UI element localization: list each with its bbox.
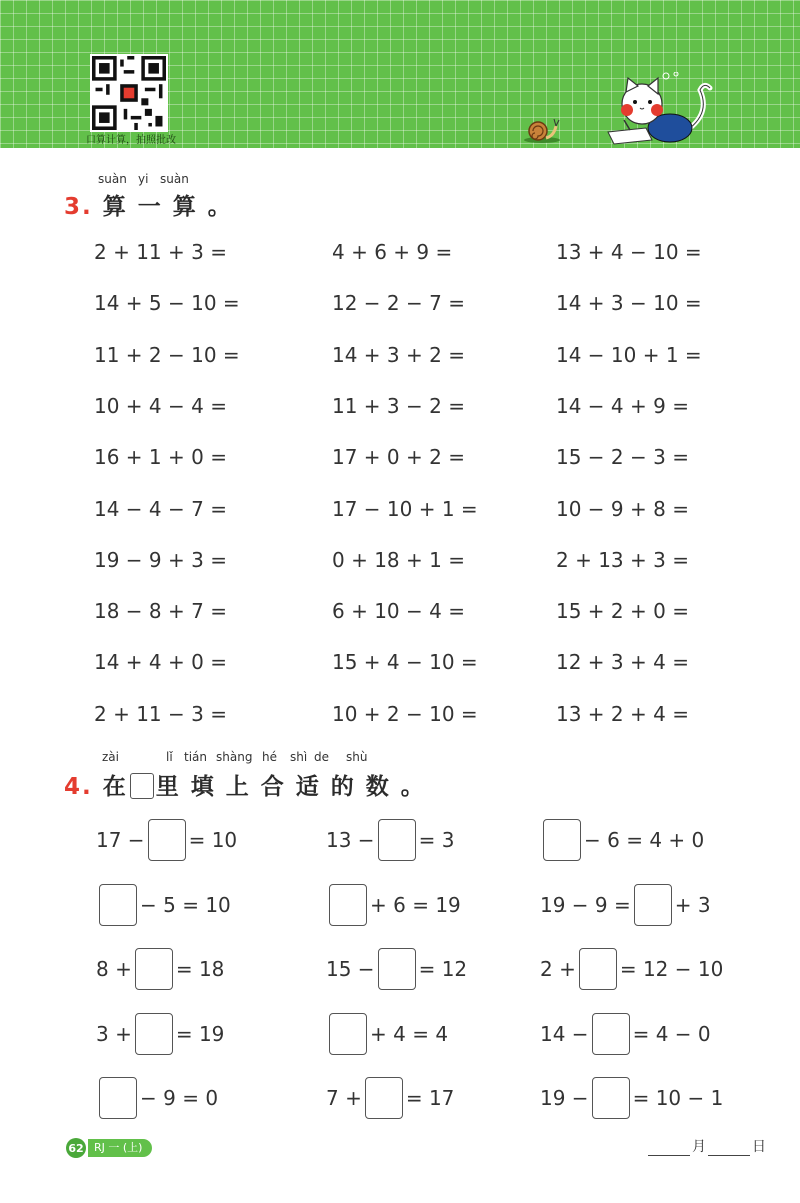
answer-box[interactable] xyxy=(99,884,137,926)
answer-box[interactable] xyxy=(592,1077,630,1119)
fill-in-problem xyxy=(326,948,467,990)
edition-label: RJ 一 (上) xyxy=(88,1139,152,1157)
problem-suffix: = 17 xyxy=(405,1086,455,1110)
problem-prefix: 14 − xyxy=(540,1022,589,1046)
arithmetic-problem: 15 − 2 − 3 = xyxy=(556,445,689,469)
problem-suffix: = 19 xyxy=(175,1022,225,1046)
section3-title xyxy=(64,188,233,221)
arithmetic-problem: 12 + 3 + 4 = xyxy=(556,650,689,674)
arithmetic-problem: 14 + 5 − 10 = xyxy=(94,291,240,315)
answer-box[interactable] xyxy=(99,1077,137,1119)
problem-prefix: 13 − xyxy=(326,828,375,852)
arithmetic-problem: 14 + 4 + 0 = xyxy=(94,650,227,674)
arithmetic-problem: 14 − 10 + 1 = xyxy=(556,343,702,367)
arithmetic-problem: 0 + 18 + 1 = xyxy=(332,548,465,572)
arithmetic-problem: 14 + 3 + 2 = xyxy=(332,343,465,367)
arithmetic-problem: 14 + 3 − 10 = xyxy=(556,291,702,315)
problem-prefix: 19 − xyxy=(540,1086,589,1110)
section3-number: 3. xyxy=(64,194,93,220)
problem-prefix: 15 − xyxy=(326,957,375,981)
pinyin-li: lǐ xyxy=(166,750,173,764)
answer-box[interactable] xyxy=(592,1013,630,1055)
pinyin-shu: shù xyxy=(346,750,368,764)
section4-title-pre: 在 xyxy=(102,774,128,800)
arithmetic-problem: 18 − 8 + 7 = xyxy=(94,599,227,623)
arithmetic-problem: 10 + 4 − 4 = xyxy=(94,394,227,418)
problem-suffix: = 3 xyxy=(418,828,455,852)
day-input[interactable] xyxy=(708,1141,750,1156)
fill-in-problem xyxy=(96,884,231,926)
arithmetic-problem: 10 + 2 − 10 = xyxy=(332,702,478,726)
fill-in-problem xyxy=(326,1077,454,1119)
pinyin-shi: shì xyxy=(290,750,308,764)
arithmetic-problem: 19 − 9 + 3 = xyxy=(94,548,227,572)
problem-prefix: 8 + xyxy=(96,957,132,981)
section4-title-post: 里 填 上 合 适 的 数 。 xyxy=(155,774,426,800)
problem-suffix: = 4 − 0 xyxy=(632,1022,711,1046)
cat-mascot-icon xyxy=(600,72,720,146)
pinyin-yi: yi xyxy=(138,172,149,186)
page-indicator xyxy=(66,1138,152,1158)
fill-in-problem xyxy=(96,819,237,861)
pinyin-tian: tián xyxy=(184,750,207,764)
fill-in-problem xyxy=(326,884,461,926)
problem-suffix: = 12 xyxy=(418,957,468,981)
day-label: 日 xyxy=(752,1139,766,1155)
answer-box[interactable] xyxy=(135,1013,173,1055)
answer-box[interactable] xyxy=(579,948,617,990)
answer-box[interactable] xyxy=(365,1077,403,1119)
answer-box[interactable] xyxy=(378,948,416,990)
date-field xyxy=(646,1136,766,1156)
arithmetic-problem: 12 − 2 − 7 = xyxy=(332,291,465,315)
header-banner xyxy=(0,0,800,148)
arithmetic-problem: 17 + 0 + 2 = xyxy=(332,445,465,469)
arithmetic-problem: 10 − 9 + 8 = xyxy=(556,497,689,521)
fill-in-problem xyxy=(540,948,723,990)
page-number: 62 xyxy=(66,1138,86,1158)
problem-prefix: 2 + xyxy=(540,957,576,981)
problem-suffix: = 10 xyxy=(188,828,238,852)
pinyin-suan-1: suàn xyxy=(98,172,127,186)
arithmetic-problem: 16 + 1 + 0 = xyxy=(94,445,227,469)
fill-in-problem xyxy=(96,948,224,990)
arithmetic-problem: 2 + 11 − 3 = xyxy=(94,702,227,726)
fill-in-problem xyxy=(326,819,454,861)
fill-in-problem xyxy=(540,819,704,861)
fill-in-problem xyxy=(326,1013,448,1055)
arithmetic-problem: 15 + 4 − 10 = xyxy=(332,650,478,674)
section4-title xyxy=(64,768,426,801)
pinyin-zai: zài xyxy=(102,750,119,764)
fill-in-problem xyxy=(96,1013,224,1055)
snail-icon xyxy=(522,116,562,144)
problem-suffix: = 18 xyxy=(175,957,225,981)
answer-box[interactable] xyxy=(135,948,173,990)
month-input[interactable] xyxy=(648,1141,690,1156)
arithmetic-problem: 14 − 4 − 7 = xyxy=(94,497,227,521)
month-label: 月 xyxy=(692,1139,706,1155)
arithmetic-problem: 15 + 2 + 0 = xyxy=(556,599,689,623)
problem-suffix: = 10 − 1 xyxy=(632,1086,724,1110)
answer-box[interactable] xyxy=(634,884,672,926)
problem-prefix: 3 + xyxy=(96,1022,132,1046)
pinyin-de: de xyxy=(314,750,329,764)
problem-prefix: 19 − 9 = xyxy=(540,893,631,917)
problem-suffix: + 4 = 4 xyxy=(370,1022,449,1046)
arithmetic-problem: 17 − 10 + 1 = xyxy=(332,497,478,521)
arithmetic-problem: 6 + 10 − 4 = xyxy=(332,599,465,623)
problem-suffix: − 6 = 4 + 0 xyxy=(584,828,705,852)
fill-in-problem xyxy=(96,1077,218,1119)
problem-suffix: − 9 = 0 xyxy=(140,1086,219,1110)
pinyin-he: hé xyxy=(262,750,277,764)
qr-code-icon[interactable] xyxy=(90,54,168,132)
problem-prefix: 17 − xyxy=(96,828,145,852)
section3-title-text: 算 一 算 。 xyxy=(102,194,233,220)
answer-box[interactable] xyxy=(543,819,581,861)
problem-suffix: + 6 = 19 xyxy=(370,893,461,917)
answer-box[interactable] xyxy=(329,884,367,926)
arithmetic-problem: 13 + 4 − 10 = xyxy=(556,240,702,264)
answer-box[interactable] xyxy=(378,819,416,861)
problem-prefix: 7 + xyxy=(326,1086,362,1110)
arithmetic-problem: 14 − 4 + 9 = xyxy=(556,394,689,418)
arithmetic-problem: 11 + 2 − 10 = xyxy=(94,343,240,367)
problem-suffix: − 5 = 10 xyxy=(140,893,231,917)
arithmetic-problem: 2 + 13 + 3 = xyxy=(556,548,689,572)
section4-number: 4. xyxy=(64,774,93,800)
pinyin-suan-2: suàn xyxy=(160,172,189,186)
arithmetic-problem: 13 + 2 + 4 = xyxy=(556,702,689,726)
pinyin-shang: shàng xyxy=(216,750,253,764)
answer-box[interactable] xyxy=(148,819,186,861)
arithmetic-problem: 4 + 6 + 9 = xyxy=(332,240,453,264)
problem-suffix: = 12 − 10 xyxy=(619,957,724,981)
answer-box[interactable] xyxy=(329,1013,367,1055)
fill-in-problem xyxy=(540,1013,711,1055)
problem-suffix: + 3 xyxy=(674,893,711,917)
title-answer-box-icon xyxy=(130,773,154,799)
arithmetic-problem: 2 + 11 + 3 = xyxy=(94,240,227,264)
fill-in-problem xyxy=(540,1077,723,1119)
arithmetic-problem: 11 + 3 − 2 = xyxy=(332,394,465,418)
qr-caption: 口算计算，拍照批改 xyxy=(86,135,176,146)
fill-in-problem xyxy=(540,884,711,926)
